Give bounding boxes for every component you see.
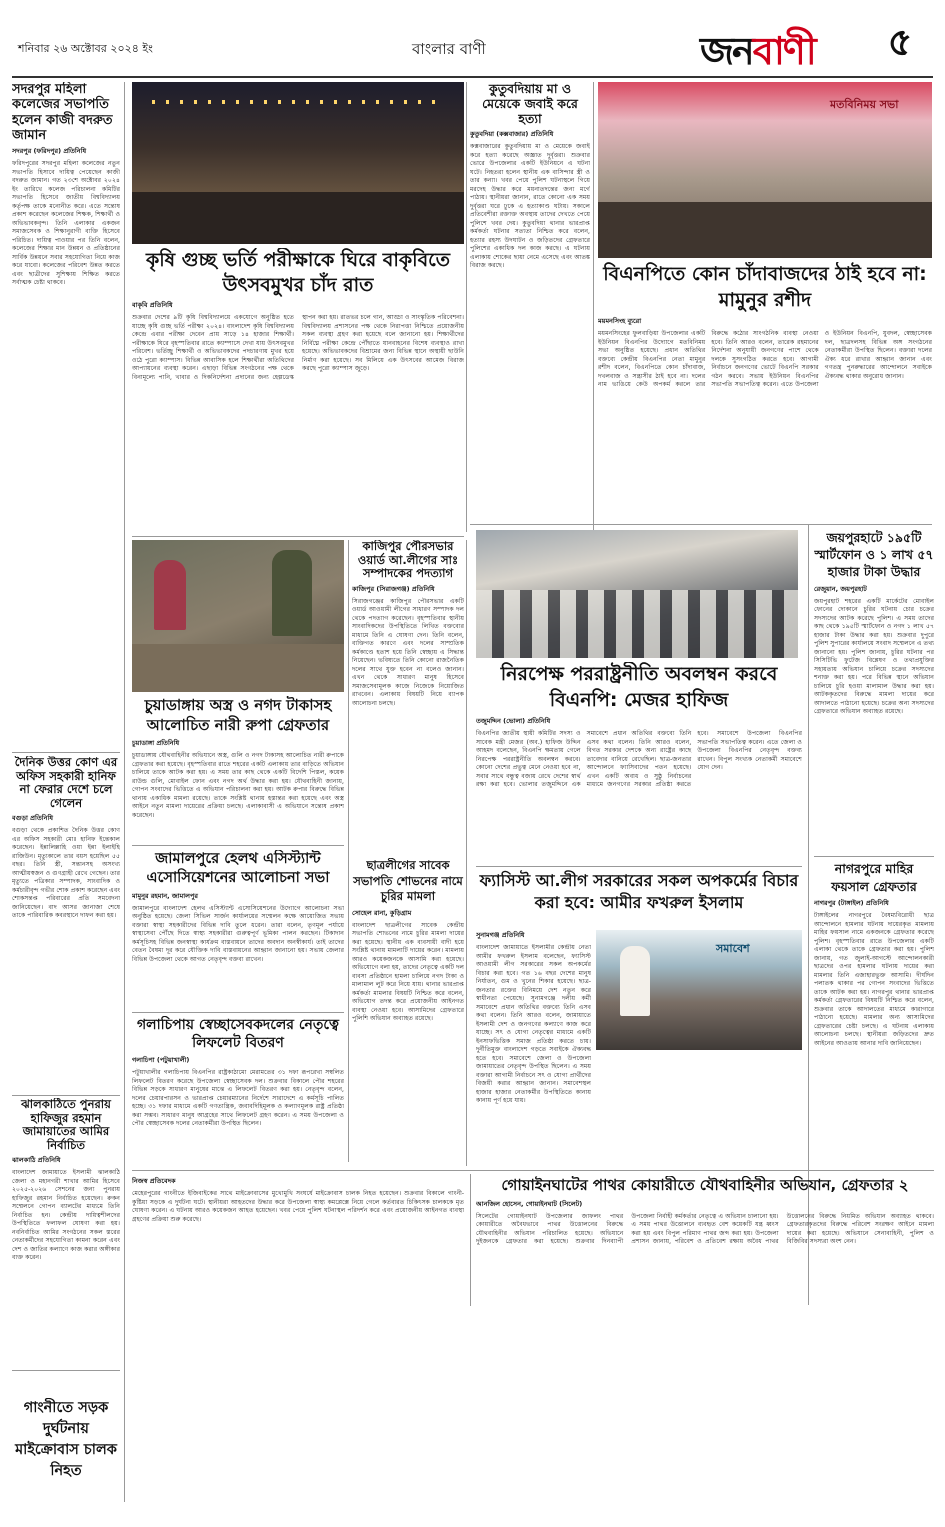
headline: ঝালকাঠিতে পুনরায় হাফিজুর রহমান জামায়াতের আমির নির্বাচিত <box>21 1098 111 1152</box>
column-rule <box>466 82 467 532</box>
photo-meeting <box>598 82 932 258</box>
article-fakhrul-body-2 <box>596 1054 802 1166</box>
column-rule <box>348 862 349 1162</box>
byline: চুয়াডাঙ্গা প্রতিনিধি <box>132 739 180 747</box>
headline: গলাচিপায় স্বেচ্ছাসেবকদলের নেতৃত্বে লিফলেট বিতরণ <box>137 1017 339 1052</box>
column-rule <box>348 540 349 862</box>
photo-seized-weapons <box>132 540 344 692</box>
article-body: বগুড়া থেকে প্রকাশিত দৈনিক উত্তর কোণ এর অফিস সহকারী মোঃ হানিফ ইন্তেকাল করেছেন। ইন্নালিল্লাহি ওয়া ইন্না ইলাইহি রাজিউন। মৃত্যুকালে তার বয়স হয়েছিল ৫৫ বছর। তিনি স্ত্রী, সন্তানসহ অসংখ্য আত্মীয়স্বজন ও গুণগ্রাহী রেখে গেছেন। তার মৃত্যুতে পত্রিকার সম্পাদক, সাংবাদিক ও কর্মচারীবৃন্দ গভীর শোক প্রকাশ করেছেন এবং শোকসন্তপ্ত পরিবারের প্রতি সমবেদনা জানিয়েছেন। বাদ আসর জানাজা শেষে তাকে পারিবারিক কবরস্থানে দাফন করা হয়। <box>12 827 120 920</box>
article-chhatraleague <box>352 858 464 1154</box>
article-body: ফরিদপুরের সদরপুর মহিলা কলেজের নতুন সভাপতি হিসাবে দায়িত্ব পেয়েছেন কাজী বদরুত জামান। গত ২৩শে অক্টোবর ২০২৪ ইং তারিখে কলেজ পরিচালনা কমিটির সভাপতি হিসেবে জাতীয় বিশ্ববিদ্যালয় কর্তৃপক্ষ তাকে মনোনীত করে। এতে সন্তোষ প্রকাশ করেছেন কলেজের শিক্ষক, শিক্ষার্থী ও অভিভাবকবৃন্দ। তিনি এলাকার একজন সমাজসেবক ও শিক্ষানুরাগী ব্যক্তি হিসেবে পরিচিত। দায়িত্ব পাওয়ার পর তিনি বলেন, কলেজের শিক্ষার মান উন্নয়ন ও প্রতিষ্ঠানের সার্বিক উন্নয়নে সবার সহযোগিতা নিয়ে কাজ করে যাবো। কলেজের পরিবেশ উন্নত করতে এবং ছাত্রীদের সুশিক্ষায় শিক্ষিত করতে সর্বাত্মক চেষ্টা থাকবে। <box>12 160 120 287</box>
article-fakhrul-byline <box>476 930 591 942</box>
headline: গোয়াইনঘাটের পাথর কোয়ারীতে যৌথবাহিনীর অভিযান, গ্রেফতার ২ <box>501 1176 909 1194</box>
headline: জয়পুরহাটে ১৯৫টি স্মার্টফোন ও ১ লাখ ৫৭ হাজার টাকা উদ্ধার <box>814 530 934 579</box>
article-joypurhat <box>814 530 934 850</box>
article-goainghat <box>476 1176 934 1306</box>
byline: নাগরপুর (টাঙ্গাইল) প্রতিনিধি <box>814 899 889 907</box>
byline: রেজুয়ান, জয়পুরহাট <box>814 584 867 593</box>
article-body: ময়মনসিংহের ফুলবাড়িয়া উপজেলার একটি ইউনিয়ন বিএনপির উদ্যোগে মতবিনিময় সভা অনুষ্ঠিত হয়েছে। প্রধান অতিথির বক্তব্যে কেন্দ্রীয় বিএনপির নেতা মামুনুর রশীদ বলেন, বিএনপিতে কোন চাঁদাবাজ, দখলবাজ ও সন্ত্রাসীর ঠাই হবে না। দলের নাম ভাঙিয়ে কেউ অপকর্ম করলে তার বিরুদ্ধে কঠোর সাংগঠনিক ব্যবস্থা নেওয়া হবে। তিনি আরও বলেন, তারেক রহমানের নির্দেশনা অনুযায়ী জনগণের পাশে থেকে দলকে সুসংগঠিত করতে হবে। আগামী নির্বাচনে জনগণের ভোটে বিএনপি সরকার গঠন করবে। সভায় ইউনিয়ন বিএনপির সভাপতি সভাপতিত্ব করেন। এতে উপজেলা ও ইউনিয়ন বিএনপি, যুবদল, স্বেচ্ছাসেবক দল, ছাত্রদলসহ বিভিন্ন অঙ্গ সংগঠনের নেতাকর্মীরা উপস্থিত ছিলেন। বক্তারা দলের ঐক্য ধরে রাখার আহ্বান জানান এবং গণতন্ত্র পুনরুদ্ধারের আন্দোলনে সবাইকে ঐক্যবদ্ধ থাকার অনুরোধ জানান। <box>598 330 932 389</box>
article-jamalpur <box>132 850 344 1010</box>
article-kazipur <box>352 540 464 856</box>
masthead-rule <box>12 76 933 78</box>
article-krishi <box>132 248 464 536</box>
soldier-shape <box>272 550 312 636</box>
masthead-logo <box>700 22 815 78</box>
crowd-shape <box>132 192 464 244</box>
headline: দৈনিক উত্তর কোণ এর অফিস সহকারী হানিফ না ফেরার দেশে চলে গেলেন <box>14 756 118 810</box>
article-sadarpur <box>12 82 120 752</box>
byline: সদরপুর (ফরিদপুর) প্রতিনিধি <box>12 147 87 156</box>
divider <box>12 1095 120 1096</box>
byline: বগুড়া প্রতিনিধি <box>12 814 54 823</box>
article-gangni-body <box>132 1176 464 1286</box>
article-jhalokathi <box>12 1098 120 1368</box>
person-shape <box>154 560 186 630</box>
byline: ময়মনসিংহ ব্যুরো <box>598 317 642 326</box>
divider <box>132 1012 344 1013</box>
photo-rally <box>476 530 798 658</box>
conference-banner: সমাবেশ <box>716 942 750 955</box>
article-body: জয়পুরহাট শহরের একটি মার্কেটের মোবাইল ফোনের দোকানে চুরির ঘটনায় চোর চক্রের সদস্যদের আটক করেছে পুলিশ। এ সময় তাদের কাছ থেকে ১৯৫টি স্মার্টফোন ও নগদ ১ লাখ ৫৭ হাজার টাকা উদ্ধার করা হয়। শুক্রবার দুপুরে পুলিশ সুপারের কার্যালয়ে সংবাদ সম্মেলনে এ তথ্য জানানো হয়। পুলিশ জানায়, চুরির ঘটনার পর সিসিটিভি ফুটেজ বিশ্লেষণ ও তথ্যপ্রযুক্তির সহায়তায় অভিযান চালিয়ে চক্রের সদস্যদের শনাক্ত করা হয়। পরে বিভিন্ন স্থানে অভিযান চালিয়ে চুরি হওয়া মালামাল উদ্ধার করা হয়। আটককৃতদের বিরুদ্ধে মামলা দায়ের করে আদালতে পাঠানো হয়েছে। চক্রের অন্য সদস্যদের গ্রেফতারে অভিযান অব্যাহত রয়েছে। <box>814 597 934 716</box>
article-body: বাংলাদেশ জামায়াতে ইসলামীর কেন্দ্রীয় নেতা আমীর ফখরুল ইসলাম বলেছেন, ফ্যাসিস্ট আওয়ামী লীগ সরকারের সকল অপকর্মের বিচার করা হবে। গত ১৬ বছর দেশের মানুষ নির্যাতন, গুম ও খুনের শিকার হয়েছে। ছাত্র-জনতার রক্তের বিনিময়ে দেশ নতুন করে স্বাধীনতা পেয়েছে। সুনামগঞ্জে দলীয় কর্মী সমাবেশে প্রধান অতিথির বক্তব্যে তিনি এসব কথা বলেন। তিনি আরও বলেন, জামায়াতে ইসলামী দেশ ও জনগণের কল্যাণে কাজ করে যাচ্ছে। সৎ ও যোগ্য নেতৃত্বের মাধ্যমে একটি ইনসাফভিত্তিক সমাজ প্রতিষ্ঠা করতে চায়। দুর্নীতিমুক্ত বাংলাদেশ গড়তে সবাইকে ঐক্যবদ্ধ হতে হবে। সমাবেশে জেলা ও উপজেলা জামায়াতের নেতৃবৃন্দ উপস্থিত ছিলেন। এ সময় বক্তারা আগামী নির্বাচনে সৎ ও যোগ্য প্রার্থীদের বিজয়ী করার আহ্বান জানান। সমাবেশস্থল হাজার হাজার নেতাকর্মীর উপস্থিতিতে কানায় কানায় পূর্ণ হয়ে যায়। <box>476 944 591 1104</box>
article-body: চুয়াডাঙ্গায় যৌথবাহিনীর অভিযানে অস্ত্র, গুলি ও নগদ টাকাসহ আলোচিত নারী রুপাকে গ্রেফতার করা হয়েছে। বৃহস্পতিবার রাতে শহরের একটি এলাকায় তার বাড়িতে অভিযান চালিয়ে তাকে আটক করা হয়। এ সময় তার কাছ থেকে একটি বিদেশি পিস্তল, কয়েক রাউন্ড গুলি, মোবাইল ফোন এবং নগদ অর্থ উদ্ধার করা হয়। যৌথবাহিনী জানায়, গোপন সংবাদের ভিত্তিতে এ অভিযান পরিচালনা করা হয়। আটক রুপার বিরুদ্ধে বিভিন্ন থানায় একাধিক মামলা রয়েছে। তাকে সংশ্লিষ্ট থানায় হস্তান্তর করা হয়েছে এবং অস্ত্র আইনে নতুন মামলা দায়েরের প্রক্রিয়া চলছে। এলাকাবাসী এ অভিযানে সন্তোষ প্রকাশ করেছেন। <box>132 752 344 819</box>
headline: ছাত্রলীগের সাবেক সভাপতি শোভনের নামে চুরির মামলা <box>353 858 463 904</box>
byline: সোহেল রানা, কুড়িগ্রাম <box>352 908 412 917</box>
article-gangni-headline <box>12 1398 120 1498</box>
byline: মামুনুর রহমান, জামালপুর <box>132 891 198 900</box>
article-fakhrul-body <box>476 944 591 1168</box>
headline: কুতুবদিয়ায় মা ও মেয়েকে জবাই করে হত্যা <box>482 82 578 126</box>
table-shape <box>598 202 932 258</box>
byline: বাকৃবি প্রতিনিধি <box>132 301 173 310</box>
article-body: পটুয়াখালীর গলাচিপায় বিএনপির রাষ্ট্রকাঠামো মেরামতের ৩১ দফা রূপরেখা সম্বলিত লিফলেট বিতরণ করেছে উপজেলা স্বেচ্ছাসেবক দল। শুক্রবার বিকালে পৌর শহরের বিভিন্ন সড়কে সাধারণ মানুষের মাঝে এ লিফলেট বিতরণ করা হয়। নেতৃবৃন্দ বলেন, দলের চেয়ারপারসন ও ভারপ্রাপ্ত চেয়ারম্যানের নির্দেশে সারাদেশে এ কর্মসূচি পালিত হচ্ছে। ৩১ দফার মাধ্যমে একটি গণতান্ত্রিক, জবাবদিহিমূলক ও কল্যাণমূলক রাষ্ট্র প্রতিষ্ঠা করা সম্ভব। সাধারণ মানুষ আগ্রহের সাথে লিফলেট গ্রহণ করেন। এ সময় উপজেলা ও পৌর স্বেচ্ছাসেবক দলের নেতাকর্মীরা উপস্থিত ছিলেন। <box>132 1069 344 1128</box>
article-galachipa <box>132 1016 344 1164</box>
headline: বিএনপিতে কোন চাঁদাবাজদের ঠাই হবে না: মামুনুর রশীদ <box>603 263 927 311</box>
headline: ফ্যাসিস্ট আ.লীগ সরকারের সকল অপকর্মের বিচার করা হবে: আমীর ফখরুল ইসলাম <box>479 871 799 913</box>
article-body: মেহেরপুরের গাংনীতে ইজিবাইকের সাথে মাইক্রোবাসের মুখোমুখি সংঘর্ষে মাইক্রোবাস চালক নিহত হয়েছেন। শুক্রবার বিকালে গাংনী-কুষ্টিয়া সড়কে এ দুর্ঘটনা ঘটে। স্থানীয়রা আহতদের উদ্ধার করে উপজেলা স্বাস্থ্য কমপ্লেক্সে নিয়ে গেলে কর্তব্যরত চিকিৎসক চালককে মৃত ঘোষণা করেন। এ ঘটনায় আরও কয়েকজন আহত হয়েছেন। খবর পেয়ে পুলিশ ঘটনাস্থল পরিদর্শন করে এবং প্রয়োজনীয় আইনগত ব্যবস্থা গ্রহণের প্রক্রিয়া শুরু করেছে। <box>132 1190 464 1223</box>
article-body: জামালপুরে বাংলাদেশ হেলথ এসিস্ট্যান্ট এসোসিয়েশনের উদ্যোগে আলোচনা সভা অনুষ্ঠিত হয়েছে। জেলা সিভিল সার্জন কার্যালয়ের সম্মেলন কক্ষে আয়োজিত সভায় বক্তারা স্বাস্থ্য সহকারীদের বিভিন্ন দাবি তুলে ধরেন। তারা বলেন, তৃণমূল পর্যায়ে স্বাস্থ্যসেবা পৌঁছে দিতে স্বাস্থ্য সহকারীরা গুরুত্বপূর্ণ ভূমিকা পালন করছেন। টিকাদান কর্মসূচিসহ বিভিন্ন জনস্বাস্থ্য কার্যক্রম বাস্তবায়নে তাদের অবদান অনস্বীকার্য। তাই তাদের বেতন বৈষম্য দূর করে যৌক্তিক দাবি বাস্তবায়নের আহ্বান জানানো হয়। সভায় জেলার বিভিন্ন উপজেলা থেকে আগত নেতৃবৃন্দ বক্তব্য রাখেন। <box>132 904 344 963</box>
headline: সদরপুর মহিলা কলেজের সভাপতি হলেন কাজী বদরুত জামান <box>12 82 113 143</box>
headline: গাংনীতে সড়ক দুর্ঘটনায় মাইক্রোবাস চালক নিহত <box>15 1400 117 1480</box>
article-hafiz <box>476 662 802 862</box>
section-title: বাংলার বাণী <box>412 40 486 58</box>
headline: নাগরপুরে মাহির ফয়সাল গ্রেফতার <box>831 861 917 894</box>
byline: আনজিল হোসেন, গোয়াইনঘাট (সিলেট) <box>476 1199 583 1208</box>
headline: নিরপেক্ষ পররাষ্ট্রনীতি অবলম্বন করবে বিএনপি: মেজর হাফিজ <box>500 663 778 711</box>
article-bogura <box>12 756 120 976</box>
article-body: সিরাজগঞ্জের কাজিপুর পৌরসভার একটি ওয়ার্ড আওয়ামী লীগের সাধারণ সম্পাদক দল থেকে পদত্যাগ করেছেন। বৃহস্পতিবার স্থানীয় সাংবাদিকদের উপস্থিতিতে লিখিত বক্তব্যের মাধ্যমে তিনি এ ঘোষণা দেন। তিনি বলেন, ব্যক্তিগত কারণে এবং দলের সাম্প্রতিক কর্মকাণ্ডে হতাশ হয়ে তিনি স্বেচ্ছায় এ সিদ্ধান্ত নিয়েছেন। ভবিষ্যতে তিনি কোনো রাজনৈতিক দলের সাথে যুক্ত হবেন না বলেও জানান। এখন থেকে সাধারণ মানুষ হিসেবে সমাজসেবামূলক কাজে নিজেকে নিয়োজিত রাখবেন। এলাকায় বিষয়টি নিয়ে ব্যাপক আলোচনা চলছে। <box>352 597 464 707</box>
article-chuadanga <box>132 696 344 841</box>
banner-text: মতবিনিময় সভা <box>830 98 899 111</box>
article-nagarpur <box>814 860 934 1166</box>
divider <box>814 856 934 857</box>
article-body: সিলেটের গোয়াইনঘাট উপজেলার জাফলং পাথর কোয়ারীতে অবৈধভাবে পাথর উত্তোলনের বিরুদ্ধে যৌথবাহিনীর অভিযান পরিচালিত হয়েছে। অভিযানে দুইজনকে গ্রেফতার করা হয়েছে। শুক্রবার দিনব্যাপী উপজেলা নির্বাহী কর্মকর্তার নেতৃত্বে এ অভিযান চালানো হয়। এ সময় পাথর উত্তোলনে ব্যবহৃত বেশ কয়েকটি যন্ত্র ধ্বংস করা হয় এবং বিপুল পরিমাণ পাথর জব্দ করা হয়। উপজেলা প্রশাসন জানায়, পরিবেশ ও প্রতিবেশ রক্ষায় অবৈধ পাথর উত্তোলনের বিরুদ্ধে নিয়মিত অভিযান অব্যাহত থাকবে। গ্রেফতারকৃতদের বিরুদ্ধে পরিবেশ সংরক্ষণ আইনে মামলা দায়ের করা হয়েছে। অভিযানে সেনাবাহিনী, পুলিশ ও বিজিবির সদস্যরা অংশ নেন। <box>476 1212 934 1245</box>
byline: ঝালকাঠি প্রতিনিধি <box>12 1156 61 1165</box>
article-body: শুক্রবার দেশের ৯টি কৃষি বিশ্ববিদ্যালয়ে একযোগে অনুষ্ঠিত হতে যাচ্ছে কৃষি গুচ্ছ ভর্তি পরীক্ষা ২০২৪। বাংলাদেশ কৃষি বিশ্ববিদ্যালয় কেন্দ্রে এবার পরীক্ষা দেবেন প্রায় সাড়ে ১৪ হাজার শিক্ষার্থী। পরীক্ষাকে ঘিরে বৃহস্পতিবার রাতে ক্যাম্পাসে দেখা যায় উৎসবমুখর পরিবেশ। ভর্তিচ্ছু শিক্ষার্থী ও অভিভাবকদের পদচারণায় মুখর হয়ে ওঠে পুরো ক্যাম্পাস। বিভিন্ন আবাসিক হলে শিক্ষার্থীরা অতিথিদের আপ্যায়নের ব্যবস্থা করেন। এছাড়া বিভিন্ন সংগঠনের পক্ষ থেকে বিনামূল্যে পানি, খাবার ও দিকনির্দেশনা প্রদানের জন্য হেল্পডেস্ক স্থাপন করা হয়। রাতভর চলে গান, আড্ডা ও সাংস্কৃতিক পরিবেশনা। বিশ্ববিদ্যালয় প্রশাসনের পক্ষ থেকে নিরাপত্তা নিশ্চিতে প্রয়োজনীয় সকল ব্যবস্থা গ্রহণ করা হয়েছে বলে জানানো হয়। শিক্ষার্থীদের নির্বিঘ্নে পরীক্ষা কেন্দ্রে পৌঁছাতে যানবাহনের বিশেষ ব্যবস্থাও রাখা হয়েছে। অভিভাবকদের বিশ্রামের জন্য বিভিন্ন স্থানে অস্থায়ী ছাউনি নির্মাণ করা হয়েছে। সব মিলিয়ে এক উৎসবের আমেজ বিরাজ করছে পুরো ক্যাম্পাস জুড়ে। <box>132 314 464 381</box>
photo-conference <box>596 930 802 1050</box>
article-body-continued <box>596 1054 802 1166</box>
article-body: বাংলাদেশ ছাত্রলীগের সাবেক কেন্দ্রীয় সভাপতি শোভনের নামে চুরির মামলা দায়ের করা হয়েছে। স্থানীয় এক ব্যবসায়ী বাদী হয়ে সংশ্লিষ্ট থানায় মামলাটি দায়ের করেন। মামলায় আরও কয়েকজনকে আসামি করা হয়েছে। অভিযোগে বলা হয়, তাদের নেতৃত্বে একটি দল ব্যবসা প্রতিষ্ঠানে হামলা চালিয়ে নগদ টাকা ও মালামাল লুট করে নিয়ে যায়। থানার ভারপ্রাপ্ত কর্মকর্তা মামলার বিষয়টি নিশ্চিত করে বলেন, অভিযোগ তদন্ত করে প্রয়োজনীয় আইনগত ব্যবস্থা নেওয়া হবে। আসামিদের গ্রেফতারে পুলিশি অভিযান অব্যাহত রয়েছে। <box>352 921 464 1023</box>
article-body: বিএনপির জাতীয় স্থায়ী কমিটির সদস্য ও সাবেক মন্ত্রী মেজর (অব.) হাফিজ উদ্দিন আহমদ বলেছেন, বিএনপি ক্ষমতায় গেলে নিরপেক্ষ পররাষ্ট্রনীতি অবলম্বন করবে। কোনো দেশের প্রভুত্ব মেনে নেওয়া হবে না, সবার সাথে বন্ধুত্ব বজায় রেখে দেশের স্বার্থ রক্ষা করা হবে। ভোলার তজুমদ্দিনে এক সমাবেশে প্রধান অতিথির বক্তব্যে তিনি এসব কথা বলেন। তিনি আরও বলেন, বিগত সরকার দেশকে অন্য রাষ্ট্রের কাছে তাবেদার বানিয়ে রেখেছিল। ছাত্র-জনতার আন্দোলনে ফ্যাসিবাদের পতন হয়েছে। এখন একটি অবাধ ও সুষ্ঠু নির্বাচনের মাধ্যমে জনগণের সরকার প্রতিষ্ঠা করতে হবে। সমাবেশে উপজেলা বিএনপির সভাপতি সভাপতিত্ব করেন। এতে জেলা ও উপজেলা বিএনপির নেতৃবৃন্দ বক্তব্য রাখেন। বিপুল সংখ্যক নেতাকর্মী সমাবেশে যোগ দেন। <box>476 730 802 789</box>
column-rule <box>466 540 467 1166</box>
byline: তজুমদ্দিন (ভোলা) প্রতিনিধি <box>476 717 551 726</box>
table-items <box>132 644 344 692</box>
column-rule <box>124 82 125 1502</box>
headline: জামালপুরে হেলথ এসিস্ট্যান্ট এসোসিয়েশনের আলোচনা সভা <box>146 851 330 886</box>
article-mamun <box>598 262 932 498</box>
headline: চুয়াডাঙ্গায় অস্ত্র ও নগদ টাকাসহ আলোচিত নারী রুপা গ্রেফতার <box>144 696 332 734</box>
column-rule <box>470 1174 471 1306</box>
article-fakhrul <box>476 870 802 930</box>
headline: কৃষি গুচ্ছ ভর্তি পরীক্ষাকে ঘিরে বাকৃবিতে উৎসবমুখর চাঁদ রাত <box>145 249 451 296</box>
byline: গলাচিপা (পটুয়াখালী) <box>132 1056 190 1065</box>
photo-krishi-night <box>132 82 464 244</box>
issue-date: শনিবার ২৬ অক্টোবর ২০২৪ ইং <box>18 42 153 55</box>
divider <box>470 524 932 525</box>
article-body: বাংলাদেশ জামায়াতে ইসলামী ঝালকাঠি জেলা ও মহানগরী শাখার আমির হিসেবে ২০২৫-২০২৬ সেশনের জন্য পুনরায় হাফিজুর রহমান নির্বাচিত হয়েছেন। রুকন সম্মেলনে গোপন ব্যালটের মাধ্যমে তিনি নির্বাচিত হন। কেন্দ্রীয় দায়িত্বশীলদের উপস্থিতিতে ফলাফল ঘোষণা করা হয়। নবনির্বাচিত আমির সংগঠনের সকল স্তরের নেতাকর্মীদের সহযোগিতা কামনা করেন এবং দেশ ও জাতির কল্যাণে কাজ করার অঙ্গীকার ব্যক্ত করেন। <box>12 1169 120 1262</box>
divider <box>476 866 802 867</box>
divider <box>132 536 464 537</box>
divider <box>132 845 344 846</box>
column-rule <box>593 82 594 532</box>
article-kutubdia <box>470 82 590 522</box>
headline: কাজিপুর পৌরসভার ওয়ার্ড আ.লীগের সাঃ সম্পাদকের পদত্যাগ <box>357 540 459 581</box>
crowd-shape <box>476 590 798 658</box>
byline: কাজিপুর (সিরাজগঞ্জ) প্রতিনিধি <box>352 584 435 593</box>
article-body: কক্সবাজারের কুতুবদিয়ায় মা ও মেয়েকে জবাই করে হত্যা করেছে অজ্ঞাত দুর্বৃত্তরা। শুক্রবার ভোরে উপজেলার একটি ইউনিয়নে এ ঘটনা ঘটে। নিহতরা হলেন স্থানীয় এক বাসিন্দার স্ত্রী ও তার কন্যা। খবর পেয়ে পুলিশ ঘটনাস্থলে গিয়ে মরদেহ উদ্ধার করে ময়নাতদন্তের জন্য মর্গে পাঠায়। স্থানীয়রা জানান, রাতে কোনো এক সময় দুর্বৃত্তরা ঘরে ঢুকে এ হত্যাকাণ্ড ঘটায়। সকালে প্রতিবেশীরা রক্তাক্ত অবস্থায় তাদের দেখতে পেয়ে পুলিশে খবর দেয়। কুতুবদিয়া থানার ভারপ্রাপ্ত কর্মকর্তা ঘটনার সত্যতা নিশ্চিত করে বলেন, হত্যার রহস্য উদঘাটন ও জড়িতদের গ্রেফতারে পুলিশের একাধিক দল কাজ করছে। এ ঘটনায় এলাকায় শোকের ছায়া নেমে এসেছে এবং আতঙ্ক বিরাজ করছে। <box>470 143 590 270</box>
masthead <box>0 0 945 78</box>
divider <box>132 1170 934 1171</box>
logo-part-2: বাণী <box>752 29 815 73</box>
byline: সুনামগঞ্জ প্রতিনিধি <box>476 931 525 939</box>
divider <box>12 1370 120 1371</box>
logo-part-1: জন <box>700 29 753 73</box>
page-number: ৫ <box>887 20 913 64</box>
speaker-shape <box>620 946 650 1016</box>
divider <box>12 752 120 753</box>
article-body: টাঙ্গাইলের নাগরপুরে বৈষম্যবিরোধী ছাত্র আন্দোলনে হামলার ঘটনায় দায়েরকৃত মামলায় মাহির ফয়সাল নামে একজনকে গ্রেফতার করেছে পুলিশ। বৃহস্পতিবার রাতে উপজেলার একটি এলাকা থেকে তাকে গ্রেফতার করা হয়। পুলিশ জানায়, গত জুলাই-আগস্টে আন্দোলনকারী ছাত্রদের ওপর হামলার ঘটনায় দায়ের করা মামলার তিনি এজাহারভুক্ত আসামি। দীর্ঘদিন পলাতক থাকার পর গোপন সংবাদের ভিত্তিতে তাকে আটক করা হয়। নাগরপুর থানার ভারপ্রাপ্ত কর্মকর্তা গ্রেফতারের বিষয়টি নিশ্চিত করে বলেন, শুক্রবার তাকে আদালতের মাধ্যমে কারাগারে পাঠানো হয়েছে। মামলার অন্য আসামিদের গ্রেফতারের চেষ্টা চলছে। এ ঘটনায় এলাকায় আলোচনা চলছে। স্থানীয়রা জড়িতদের দ্রুত আইনের আওতায় আনার দাবি জানিয়েছেন। <box>814 912 934 1047</box>
byline: নিজস্ব প্রতিবেদক <box>132 1177 176 1185</box>
byline: কুতুবদিয়া (কক্সবাজার) প্রতিনিধি <box>470 130 554 139</box>
string-lights <box>152 100 442 104</box>
